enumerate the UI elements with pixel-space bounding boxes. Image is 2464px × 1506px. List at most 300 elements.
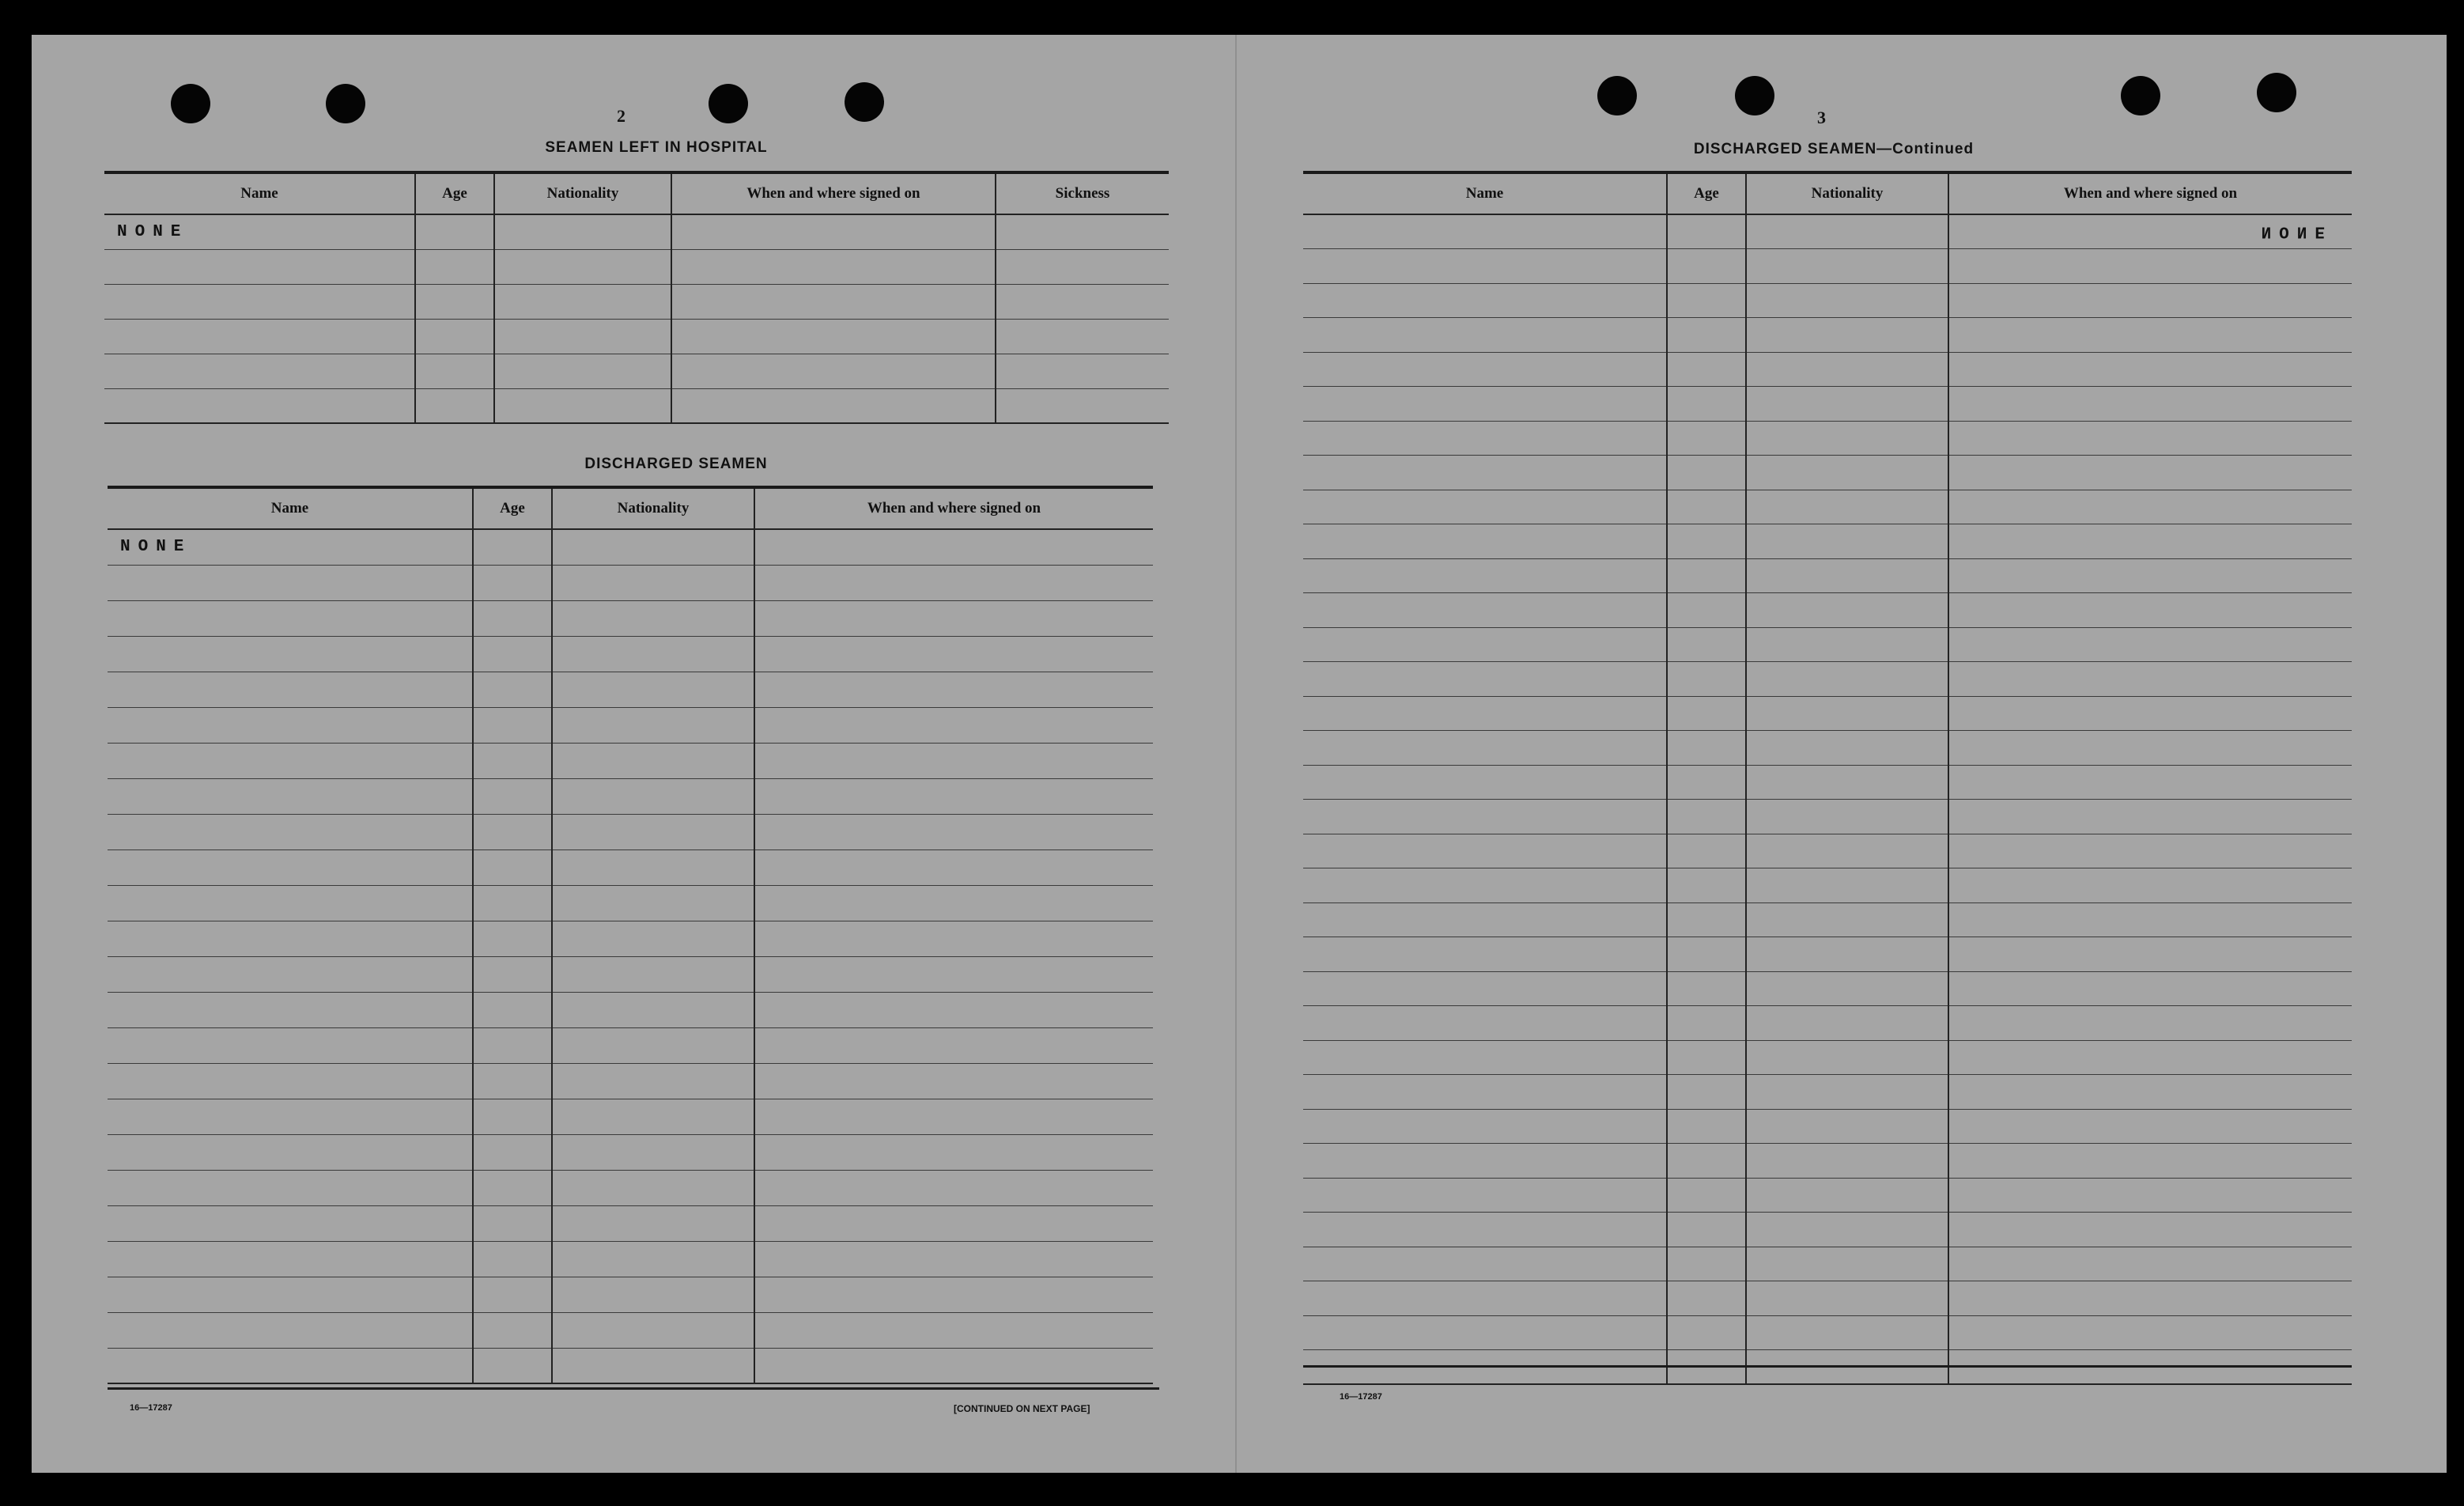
table-cell	[1667, 1281, 1746, 1316]
table-cell	[1667, 765, 1746, 800]
table-cell: NONE	[1948, 214, 2352, 249]
bottom-rule	[108, 1387, 1159, 1390]
discharged-table	[108, 486, 1153, 1384]
table-cell	[1746, 627, 1948, 662]
table-row	[1303, 937, 2352, 972]
table-cell	[996, 388, 1169, 423]
table-cell	[1667, 558, 1746, 593]
table-cell	[1303, 249, 1667, 284]
table-cell	[494, 388, 671, 423]
table-cell	[473, 1205, 552, 1241]
table-cell	[1303, 868, 1667, 903]
table-row	[108, 672, 1153, 707]
table-cell	[1303, 902, 1667, 937]
table-cell	[1948, 249, 2352, 284]
table-row	[108, 1277, 1153, 1312]
table-cell	[473, 1134, 552, 1170]
table-cell	[1948, 627, 2352, 662]
table-cell	[754, 600, 1153, 636]
table-cell	[1746, 1178, 1948, 1213]
table-cell	[1667, 902, 1746, 937]
table-row	[108, 956, 1153, 992]
table-cell	[754, 921, 1153, 956]
table-cell	[1667, 1040, 1746, 1075]
table-row	[1303, 1006, 2352, 1041]
table-cell	[552, 921, 754, 956]
table-row	[108, 778, 1153, 814]
table-row	[1303, 352, 2352, 387]
table-cell	[552, 956, 754, 992]
table-cell	[1948, 421, 2352, 456]
table-row	[1303, 1109, 2352, 1144]
table-cell	[473, 1277, 552, 1312]
column-header-nationality: Nationality	[494, 172, 671, 214]
table-cell	[494, 284, 671, 319]
table-cell	[1746, 834, 1948, 868]
table-cell	[1948, 1040, 2352, 1075]
table-cell: NONE	[108, 529, 473, 565]
punch-hole	[709, 84, 748, 123]
table-cell	[108, 849, 473, 885]
column-header-name: Name	[108, 487, 473, 529]
table-cell	[552, 1063, 754, 1099]
table-cell	[754, 1241, 1153, 1277]
table-cell	[1746, 456, 1948, 490]
table-cell	[552, 1241, 754, 1277]
table-cell	[1667, 352, 1746, 387]
table-row	[1303, 800, 2352, 834]
table-cell	[1746, 765, 1948, 800]
table-cell	[1948, 868, 2352, 903]
table-cell	[754, 1099, 1153, 1134]
table-cell	[552, 743, 754, 778]
table-row	[1303, 1178, 2352, 1213]
table-cell	[494, 354, 671, 388]
table-row	[1303, 283, 2352, 318]
table-cell	[1667, 800, 1746, 834]
table-row	[1303, 902, 2352, 937]
table-cell	[1948, 490, 2352, 524]
table-cell	[754, 885, 1153, 921]
column-header-nationality: Nationality	[1746, 172, 1948, 214]
table-cell	[108, 672, 473, 707]
table-cell	[754, 1063, 1153, 1099]
table-cell	[1667, 318, 1746, 353]
table-cell	[1303, 765, 1667, 800]
table-cell	[1303, 1315, 1667, 1350]
table-cell	[473, 849, 552, 885]
table-cell	[1667, 868, 1746, 903]
table-cell	[1746, 696, 1948, 731]
table-cell	[1746, 1144, 1948, 1179]
table-cell	[1746, 1109, 1948, 1144]
table-cell	[473, 1099, 552, 1134]
table-cell	[1667, 214, 1746, 249]
table-cell	[108, 565, 473, 600]
table-cell	[552, 992, 754, 1027]
table-row	[1303, 387, 2352, 422]
table-cell	[473, 1312, 552, 1348]
table-row	[108, 992, 1153, 1027]
table-cell	[108, 707, 473, 743]
table-cell	[1948, 662, 2352, 697]
table-row	[104, 214, 1169, 249]
table-cell	[473, 1170, 552, 1205]
table-cell	[1948, 731, 2352, 766]
table-cell	[552, 1170, 754, 1205]
table-row	[108, 529, 1153, 565]
table-cell	[104, 319, 415, 354]
column-header-signed-on: When and where signed on	[754, 487, 1153, 529]
table-cell	[552, 1277, 754, 1312]
table-cell	[1948, 1006, 2352, 1041]
table-cell	[108, 1099, 473, 1134]
table-cell	[473, 707, 552, 743]
table-cell	[1303, 214, 1667, 249]
table-row	[1303, 490, 2352, 524]
table-cell	[1303, 1040, 1667, 1075]
table-cell	[473, 1348, 552, 1383]
form-number: 16—17287	[1340, 1392, 1382, 1402]
table-cell	[108, 1134, 473, 1170]
table-cell	[1303, 696, 1667, 731]
table-cell	[473, 921, 552, 956]
table-cell	[1667, 662, 1746, 697]
table-cell	[1746, 1281, 1948, 1316]
table-row	[1303, 249, 2352, 284]
table-cell	[1667, 971, 1746, 1006]
table-cell	[1667, 1006, 1746, 1041]
table-cell	[1746, 902, 1948, 937]
table-cell	[1303, 1075, 1667, 1110]
table-cell	[1303, 662, 1667, 697]
table-cell	[1667, 1247, 1746, 1281]
table-cell	[1303, 421, 1667, 456]
table-cell	[754, 1277, 1153, 1312]
table-cell	[552, 1348, 754, 1383]
table-cell	[108, 636, 473, 672]
table-cell	[1303, 524, 1667, 559]
table-cell	[473, 1063, 552, 1099]
table-cell	[1948, 456, 2352, 490]
table-cell	[754, 778, 1153, 814]
table-cell	[1746, 490, 1948, 524]
table-row	[108, 1170, 1153, 1205]
table-cell	[473, 672, 552, 707]
table-cell	[552, 529, 754, 565]
page-number: 3	[1817, 108, 1826, 127]
punch-hole	[1597, 76, 1637, 115]
table-cell	[754, 1348, 1153, 1383]
table-cell	[1746, 249, 1948, 284]
table-cell	[108, 1277, 473, 1312]
table-row	[108, 1312, 1153, 1348]
table-cell	[1948, 387, 2352, 422]
table-cell	[108, 600, 473, 636]
table-row	[1303, 765, 2352, 800]
table-cell	[1746, 318, 1948, 353]
table-cell	[473, 885, 552, 921]
table-cell	[754, 1312, 1153, 1348]
table-cell	[754, 1170, 1153, 1205]
table-cell	[108, 992, 473, 1027]
table-cell	[108, 778, 473, 814]
table-cell	[1746, 558, 1948, 593]
table-cell	[104, 249, 415, 284]
table-cell	[415, 214, 494, 249]
table-cell	[473, 1241, 552, 1277]
table-cell	[754, 849, 1153, 885]
table-cell	[1746, 1075, 1948, 1110]
table-cell	[552, 1027, 754, 1063]
table-cell	[1948, 902, 2352, 937]
table-cell	[1667, 731, 1746, 766]
table-cell	[415, 354, 494, 388]
table-row	[108, 1134, 1153, 1170]
table-cell	[1948, 696, 2352, 731]
table-cell	[1746, 1315, 1948, 1350]
table-cell	[1303, 1213, 1667, 1247]
table-cell	[1303, 1281, 1667, 1316]
table-cell	[494, 214, 671, 249]
table-cell	[108, 1063, 473, 1099]
table-row	[1303, 1315, 2352, 1350]
table-cell	[552, 778, 754, 814]
punch-hole	[326, 84, 365, 123]
table-row	[1303, 971, 2352, 1006]
table-cell	[996, 354, 1169, 388]
table-cell	[552, 814, 754, 849]
table-cell	[1948, 800, 2352, 834]
table-cell	[1667, 1075, 1746, 1110]
table-cell	[1303, 593, 1667, 628]
table-row	[108, 707, 1153, 743]
table-cell	[1948, 524, 2352, 559]
table-cell	[1303, 731, 1667, 766]
table-cell	[1746, 731, 1948, 766]
table-cell	[108, 1205, 473, 1241]
table-cell	[1746, 868, 1948, 903]
table-row	[1303, 1040, 2352, 1075]
table-cell	[754, 1027, 1153, 1063]
table-cell	[473, 565, 552, 600]
table-cell	[1303, 834, 1667, 868]
column-header-age: Age	[473, 487, 552, 529]
table-cell	[754, 992, 1153, 1027]
table-row	[1303, 1247, 2352, 1281]
table-cell	[671, 319, 996, 354]
table-cell	[1948, 283, 2352, 318]
table-cell	[108, 814, 473, 849]
table-cell	[473, 992, 552, 1027]
table-cell	[494, 249, 671, 284]
table-cell	[754, 672, 1153, 707]
table-cell	[104, 388, 415, 423]
document-scan	[32, 35, 2447, 1473]
table-cell	[754, 956, 1153, 992]
table-cell	[1667, 456, 1746, 490]
table-cell	[415, 319, 494, 354]
table-cell	[473, 636, 552, 672]
table-cell	[754, 707, 1153, 743]
table-cell	[1948, 765, 2352, 800]
table-row	[1303, 1281, 2352, 1316]
table-cell	[1948, 593, 2352, 628]
table-cell	[473, 1027, 552, 1063]
table-cell: NONE	[104, 214, 415, 249]
table-cell	[1746, 1213, 1948, 1247]
right-page	[1237, 35, 2447, 1473]
punch-hole	[2121, 76, 2160, 115]
table-cell	[1303, 1109, 1667, 1144]
column-header-signed-on: When and where signed on	[1948, 172, 2352, 214]
table-row	[108, 885, 1153, 921]
table-cell	[415, 388, 494, 423]
table-row	[1303, 593, 2352, 628]
table-cell	[1948, 352, 2352, 387]
table-cell	[552, 1205, 754, 1241]
table-row	[108, 1348, 1153, 1383]
table-cell	[1667, 1178, 1746, 1213]
table-row	[108, 1027, 1153, 1063]
table-cell	[1303, 283, 1667, 318]
table-cell	[1746, 524, 1948, 559]
table-row	[1303, 421, 2352, 456]
table-row	[108, 743, 1153, 778]
column-header-age: Age	[1667, 172, 1746, 214]
table-row	[1303, 456, 2352, 490]
table-cell	[996, 214, 1169, 249]
right-section-title: DISCHARGED SEAMEN—Continued	[1693, 141, 1975, 157]
table-row	[104, 284, 1169, 319]
discharged-continued-table	[1303, 171, 2352, 1385]
table-cell	[1667, 387, 1746, 422]
table-cell	[754, 814, 1153, 849]
table-cell	[1303, 627, 1667, 662]
table-row	[1303, 868, 2352, 903]
table-row	[108, 565, 1153, 600]
table-cell	[1948, 1213, 2352, 1247]
table-cell	[1303, 456, 1667, 490]
table-cell	[754, 529, 1153, 565]
table-cell	[108, 885, 473, 921]
table-cell	[1746, 937, 1948, 972]
table-cell	[108, 743, 473, 778]
table-cell	[1948, 1247, 2352, 1281]
table-cell	[671, 354, 996, 388]
table-cell	[473, 600, 552, 636]
table-row	[1303, 558, 2352, 593]
table-cell	[996, 284, 1169, 319]
table-cell	[996, 319, 1169, 354]
page-number: 2	[617, 106, 625, 126]
table-cell	[473, 529, 552, 565]
table-cell	[1667, 283, 1746, 318]
table-cell	[1948, 1144, 2352, 1179]
table-cell	[415, 284, 494, 319]
table-row	[108, 600, 1153, 636]
table-cell	[108, 1348, 473, 1383]
table-cell	[1948, 1281, 2352, 1316]
table-cell	[754, 565, 1153, 600]
table-row	[108, 849, 1153, 885]
table-cell	[494, 319, 671, 354]
column-header-signed-on: When and where signed on	[671, 172, 996, 214]
table-cell	[552, 600, 754, 636]
table-row	[108, 814, 1153, 849]
table-cell	[108, 1027, 473, 1063]
table-cell	[1746, 214, 1948, 249]
table-cell	[108, 1312, 473, 1348]
table-cell	[108, 1170, 473, 1205]
table-cell	[1303, 490, 1667, 524]
table-row	[108, 1063, 1153, 1099]
table-cell	[104, 284, 415, 319]
table-cell	[754, 743, 1153, 778]
table-cell	[1746, 1040, 1948, 1075]
table-cell	[1667, 490, 1746, 524]
table-cell	[473, 814, 552, 849]
table-cell	[552, 636, 754, 672]
table-cell	[473, 778, 552, 814]
table-cell	[1746, 662, 1948, 697]
punch-hole	[2257, 73, 2296, 112]
table-cell	[1948, 971, 2352, 1006]
table-cell	[1948, 937, 2352, 972]
table-cell	[1303, 1247, 1667, 1281]
table-cell	[1303, 352, 1667, 387]
column-header-nationality: Nationality	[552, 487, 754, 529]
table-cell	[552, 1099, 754, 1134]
table-cell	[1303, 1144, 1667, 1179]
table-row	[108, 921, 1153, 956]
column-header-name: Name	[104, 172, 415, 214]
table-cell	[996, 249, 1169, 284]
table-cell	[671, 284, 996, 319]
continued-note: [CONTINUED ON NEXT PAGE]	[954, 1403, 1090, 1414]
table-cell	[1667, 627, 1746, 662]
table-cell	[552, 707, 754, 743]
table-row	[104, 354, 1169, 388]
table-row	[1303, 696, 2352, 731]
table-row	[108, 1099, 1153, 1134]
left-page	[32, 35, 1237, 1473]
table-cell	[1746, 1247, 1948, 1281]
table-cell	[1948, 1075, 2352, 1110]
table-cell	[552, 849, 754, 885]
table-row	[108, 1241, 1153, 1277]
table-row	[1303, 1075, 2352, 1110]
table-cell	[1667, 249, 1746, 284]
table-cell	[1746, 283, 1948, 318]
table-cell	[1303, 1178, 1667, 1213]
form-number: 16—17287	[130, 1403, 172, 1413]
table-row	[104, 388, 1169, 423]
table-cell	[1948, 834, 2352, 868]
table-cell	[1303, 1006, 1667, 1041]
table-cell	[552, 885, 754, 921]
table-cell	[473, 956, 552, 992]
table-row	[1303, 318, 2352, 353]
table-cell	[671, 214, 996, 249]
table-cell	[552, 1312, 754, 1348]
table-row	[1303, 662, 2352, 697]
table-cell	[671, 388, 996, 423]
column-header-name: Name	[1303, 172, 1667, 214]
table-cell	[108, 1241, 473, 1277]
table-cell	[1667, 1144, 1746, 1179]
table-cell	[1667, 524, 1746, 559]
